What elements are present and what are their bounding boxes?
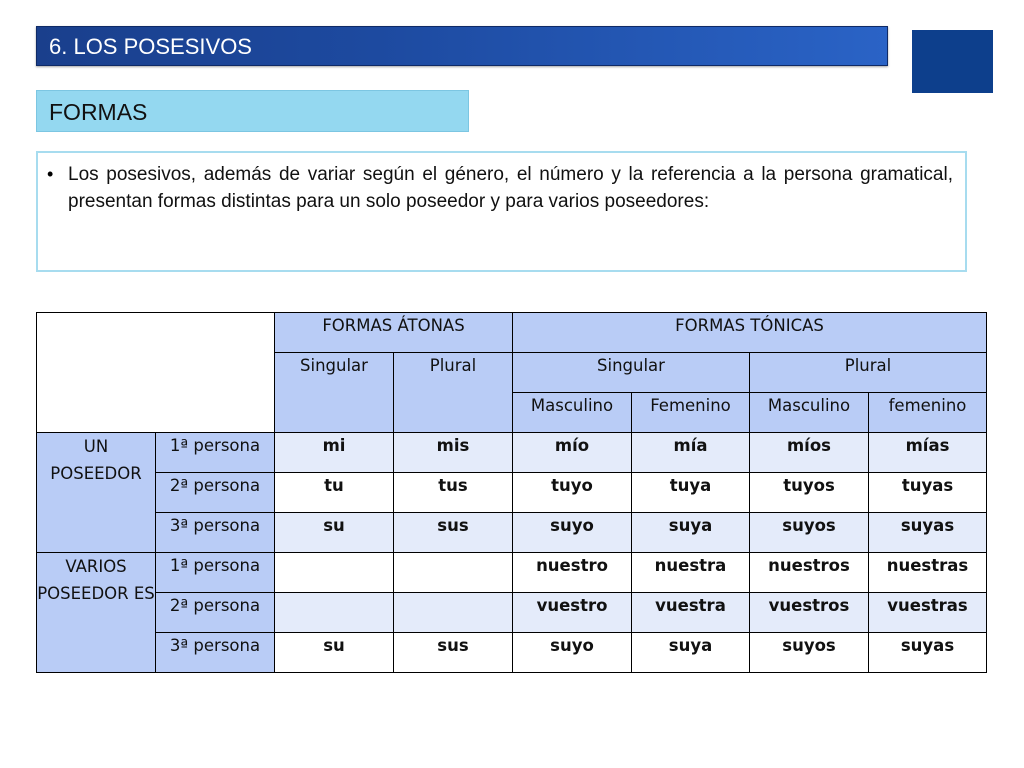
header-masculino-plural: Masculino xyxy=(750,393,869,433)
atona-plural-cell: sus xyxy=(394,633,513,673)
header-tonicas-plural: Plural xyxy=(750,353,987,393)
tonica-masc-sg-cell: nuestro xyxy=(513,553,632,593)
tonica-masc-sg-cell: suyo xyxy=(513,633,632,673)
tonica-masc-sg-cell: tuyo xyxy=(513,473,632,513)
tonica-fem-pl-cell: suyas xyxy=(869,513,987,553)
header-femenino-plural: femenino xyxy=(869,393,987,433)
tonica-fem-sg-cell: suya xyxy=(632,633,750,673)
header-atonas-singular: Singular xyxy=(275,353,394,433)
tonica-masc-sg-cell: suyo xyxy=(513,513,632,553)
tonica-fem-sg-cell: vuestra xyxy=(632,593,750,633)
tonica-masc-pl-cell: vuestros xyxy=(750,593,869,633)
possessives-table xyxy=(36,312,987,673)
tonica-masc-sg-cell: mío xyxy=(513,433,632,473)
intro-text-box xyxy=(36,151,967,272)
tonica-fem-pl-cell: mías xyxy=(869,433,987,473)
person-label: 3ª persona xyxy=(156,513,275,553)
tonica-masc-pl-cell: nuestros xyxy=(750,553,869,593)
tonica-fem-sg-cell: tuya xyxy=(632,473,750,513)
atona-singular-cell xyxy=(275,593,394,633)
atona-singular-cell: su xyxy=(275,513,394,553)
person-label: 2ª persona xyxy=(156,593,275,633)
table-row xyxy=(37,553,987,593)
person-label: 1ª persona xyxy=(156,433,275,473)
atona-singular-cell: mi xyxy=(275,433,394,473)
header-atonas-plural: Plural xyxy=(394,353,513,433)
atona-plural-cell: sus xyxy=(394,513,513,553)
tonica-masc-pl-cell: suyos xyxy=(750,633,869,673)
group-label-un-poseedor: UN POSEEDOR xyxy=(37,433,156,553)
intro-paragraph: Los posesivos, además de variar según el género, el número y la referencia a la persona gramatical, presentan formas distintas para un solo poseedor y para varios poseedores: xyxy=(68,164,953,212)
atona-plural-cell xyxy=(394,553,513,593)
atona-plural-cell xyxy=(394,593,513,633)
tonica-fem-pl-cell: nuestras xyxy=(869,553,987,593)
tonica-masc-sg-cell: vuestro xyxy=(513,593,632,633)
tonica-fem-pl-cell: vuestras xyxy=(869,593,987,633)
table-corner-cell xyxy=(37,313,275,433)
atona-plural-cell: mis xyxy=(394,433,513,473)
header-femenino-singular: Femenino xyxy=(632,393,750,433)
person-label: 2ª persona xyxy=(156,473,275,513)
person-label: 1ª persona xyxy=(156,553,275,593)
corner-decoration xyxy=(912,30,993,93)
atona-plural-cell: tus xyxy=(394,473,513,513)
tonica-masc-pl-cell: suyos xyxy=(750,513,869,553)
tonica-fem-sg-cell: suya xyxy=(632,513,750,553)
table-row xyxy=(37,593,987,633)
atona-singular-cell: su xyxy=(275,633,394,673)
tonica-fem-pl-cell: suyas xyxy=(869,633,987,673)
table-row xyxy=(37,433,987,473)
tonica-masc-pl-cell: tuyos xyxy=(750,473,869,513)
table-row xyxy=(37,513,987,553)
section-title: FORMAS xyxy=(36,90,469,132)
bullet-icon: • xyxy=(47,164,54,184)
header-tonicas-singular: Singular xyxy=(513,353,750,393)
tonica-masc-pl-cell: míos xyxy=(750,433,869,473)
tonica-fem-pl-cell: tuyas xyxy=(869,473,987,513)
person-label: 3ª persona xyxy=(156,633,275,673)
table-row xyxy=(37,473,987,513)
tonica-fem-sg-cell: mía xyxy=(632,433,750,473)
header-formas-atonas: FORMAS ÁTONAS xyxy=(275,313,513,353)
tonica-fem-sg-cell: nuestra xyxy=(632,553,750,593)
header-formas-tonicas: FORMAS TÓNICAS xyxy=(513,313,987,353)
header-masculino-singular: Masculino xyxy=(513,393,632,433)
atona-singular-cell: tu xyxy=(275,473,394,513)
group-label-varios-poseedores: VARIOS POSEEDOR ES xyxy=(37,553,156,673)
slide-title: 6. LOS POSESIVOS xyxy=(36,26,888,66)
table-row xyxy=(37,633,987,673)
atona-singular-cell xyxy=(275,553,394,593)
